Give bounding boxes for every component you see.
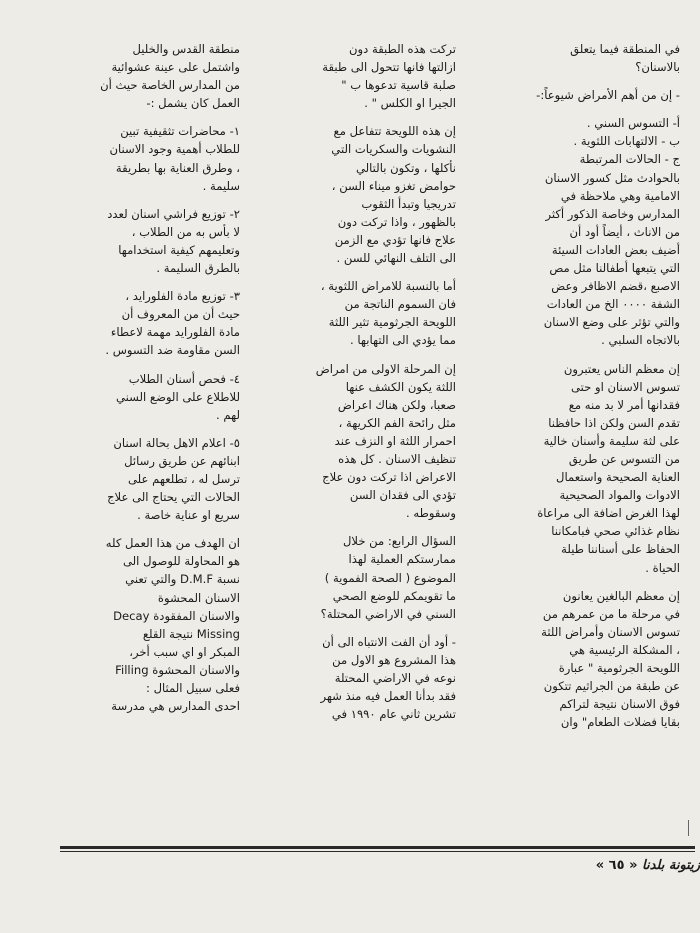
text-line: نأكلها ، وتكون بالتالي	[355, 160, 456, 175]
text-line: مادة الفلورايد مهمة لاعطاء	[110, 325, 240, 340]
text-line: نسبة D.M.F والتي تعني	[125, 572, 240, 587]
text-line: ممارستكم العملية لهذا	[348, 552, 456, 567]
paragraph-gap	[470, 104, 680, 114]
paragraph-gap	[246, 522, 456, 532]
paragraph-gap	[30, 424, 240, 434]
text-line: ، وطرق العناية بها بطريقة	[115, 160, 240, 175]
text-line: تقدم السن ولكن اذا حافظنا	[548, 415, 680, 430]
text-line: للاطلاع على الوضع السني	[115, 389, 240, 404]
text-line: ، المشكلة الرئيسية هي	[569, 642, 680, 657]
paragraph-gap	[246, 112, 456, 122]
text-line: المبكر او اي سبب أخر،	[129, 644, 240, 659]
text-line: هو المحاولة للوصول الى	[122, 554, 240, 569]
text-line: ان الهدف من هذا العمل كله	[105, 536, 240, 551]
page-number: « ٦٥ »	[595, 858, 638, 873]
text-line: والاسنان المفقودة Decay	[113, 608, 240, 623]
text-line: الموضوع ( الصحة الفموية )	[324, 570, 456, 585]
text-line: سليمة .	[202, 178, 240, 193]
text-line: العناية الصحيحة واستعمال	[556, 470, 680, 485]
text-line: بالاتجاه السلبي .	[601, 333, 680, 348]
text-line: احمرار اللثة او النزف عند	[334, 433, 456, 448]
text-line: حوامض تغزو ميناء السن ،	[331, 178, 456, 193]
text-line: تسوس الاسنان او حتى	[570, 379, 680, 394]
text-line: الادوات والمواد الصحيحية	[559, 488, 680, 503]
paragraph-gap	[246, 623, 456, 633]
text-line: - أود أن الفت الانتباه الى أن	[322, 634, 456, 649]
text-line: السن مقاومة ضد التسوس .	[105, 343, 240, 358]
paragraph-gap	[30, 277, 240, 287]
text-line: لهم .	[216, 407, 240, 422]
page-footer	[60, 858, 700, 884]
text-line: أ- التسوس السني .	[586, 116, 680, 131]
text-line: أضيف بعض العادات السيئة	[551, 242, 680, 257]
text-line: تركت هذه الطبقة دون	[349, 42, 456, 56]
text-line: حيث أن من المعروف أن	[121, 307, 240, 322]
text-line: اللثة يكون الكشف عنها	[345, 379, 456, 394]
text-line: نظام غذائي صحي فبامكاننا	[551, 524, 680, 539]
text-line: من المدارس الخاصة حيث أن	[100, 78, 240, 93]
text-line: فان السموم الناتجة من	[344, 297, 456, 312]
text-line: ازالتها فانها تتحول الى طبقة	[322, 60, 456, 75]
text-line: بالحوادث مثل كسور الاسنان	[544, 170, 680, 185]
page-edge-mark	[688, 820, 697, 836]
text-line: السؤال الرابع: من خلال	[342, 534, 456, 549]
text-line: فقد بدأنا العمل فيه منذ شهر	[320, 689, 456, 704]
text-line: فعلى سبيل المثال :	[145, 681, 240, 695]
text-line: لا بأس به من الطلاب ،	[131, 224, 240, 239]
text-line: الامامية وهي ملاحظة في	[560, 188, 680, 203]
text-line: ب - الالتهابات اللثوية .	[573, 134, 680, 149]
text-line: الاسنان المحشوة	[157, 590, 240, 605]
text-line: الشفة ٠٠٠٠ الخ من العادات	[546, 297, 680, 312]
text-line: نوعه في الاراضي المحتلة	[334, 671, 456, 685]
text-line: والاسنان المحشوة Filling	[115, 662, 240, 677]
text-line: سريع او عناية خاصة .	[137, 508, 240, 523]
paragraph-gap	[246, 267, 456, 277]
text-line: صعبا، ولكن هناك اعراض	[337, 397, 456, 412]
paragraph-gap	[30, 112, 240, 122]
text-line: لهذا الغرض اضافة الى مراعاة	[537, 506, 680, 521]
text-line: ١- محاضرات تثقيفية تبين	[120, 124, 240, 139]
text-column-middle	[246, 40, 456, 723]
text-line: ٥- اعلام الاهل بحالة اسنان	[113, 435, 240, 450]
text-line: بالظهور ، واذا تركت دون	[337, 214, 456, 229]
text-line: ابنائهم عن طريق رسائل	[124, 453, 240, 468]
paragraph-gap	[30, 195, 240, 205]
text-line: اللويحة الجرثومية " عبارة	[558, 661, 680, 675]
text-column-right	[470, 40, 680, 731]
text-line: مثل رائحة الفم الكريهة ،	[338, 415, 456, 430]
text-line: منطقة القدس والخليل	[132, 42, 240, 56]
paragraph-gap	[470, 577, 680, 587]
text-column-left	[30, 40, 240, 715]
text-line: على لثة سليمة وأسنان خالية	[543, 433, 680, 448]
text-line: ٤- فحص أسنان الطلاب	[128, 371, 240, 386]
text-line: مما يؤدي الى التهابها .	[350, 333, 456, 348]
text-line: فوق الاسنان نتيجة لتراكم	[559, 697, 680, 712]
text-line: الاصبع ،قضم الاظافر وعض	[551, 279, 680, 294]
paragraph-gap	[30, 524, 240, 534]
text-line: تنظيف الاسنان . كل هذه	[338, 451, 456, 466]
text-line: ترسل له ، تطلعهم على	[128, 471, 240, 486]
text-line: إن هذه اللويحة تتفاعل مع	[333, 124, 456, 139]
text-line: إن معظم الناس يعتبرون	[563, 361, 680, 376]
text-line: النشويات والسكريات التي	[331, 142, 456, 157]
text-line: ٢- توزيع فراشي اسنان لعدد	[107, 206, 240, 221]
text-line: والتي تؤثر على وضع الاسنان	[543, 315, 680, 330]
paragraph-gap	[470, 76, 680, 86]
text-line: من التسوس عن طريق	[568, 451, 680, 466]
text-line: في المنطقة فيما يتعلق	[570, 42, 680, 56]
text-line: وسقوطه .	[406, 506, 456, 521]
text-line: الجيرا او الكلس " .	[364, 96, 456, 111]
text-line: العمل كان يشمل :-	[146, 96, 240, 111]
text-line: السني في الاراضي المحتلة؟	[320, 606, 456, 621]
footer-rule-thin	[60, 851, 695, 852]
text-line: Missing نتيجة القلع	[142, 626, 240, 641]
text-line: تشرين ثاني عام ١٩٩٠ في	[331, 707, 456, 722]
text-line: اللويحة الجرثومية تثير اللثة	[328, 315, 456, 330]
text-line: الى التلف النهائي للسن .	[336, 251, 456, 266]
text-line: بالاسنان؟	[635, 60, 680, 75]
text-line: التي يتبعها أطفالنا مثل مص	[549, 261, 680, 276]
paragraph-gap	[470, 350, 680, 360]
text-line: الاعراض اذا تركت دون علاج	[322, 470, 456, 485]
text-line: تدريجيا وتبدأ الثقوب	[361, 196, 456, 211]
text-line: ما تقويمكم للوضع الصحي	[332, 588, 456, 603]
text-line: صلبة قاسية تدعوها ب "	[341, 78, 456, 93]
text-line: ٣- توزيع مادة الفلورايد ،	[125, 289, 240, 304]
text-line: الحفاظ على أسناننا طيلة	[561, 542, 680, 557]
text-line: إن المرحلة الاولى من امراض	[315, 361, 456, 376]
paragraph-gap	[30, 360, 240, 370]
text-line: فقدانها أمر لا بد منه مع	[568, 397, 680, 412]
paragraph-gap	[246, 350, 456, 360]
text-line: تؤدي الى فقدان السن	[349, 488, 456, 503]
text-line: للطلاب أهمية وجود الاسنان	[109, 142, 240, 157]
text-line: الحياة .	[645, 560, 680, 575]
text-line: إن معظم البالغين يعانون	[562, 588, 680, 603]
text-line: عن طبقة من الجراثيم تتكون	[543, 679, 680, 694]
text-line: احدى المدارس هي مدرسة	[111, 699, 240, 714]
text-line: - إن من أهم الأمراض شيوعاً:-	[536, 88, 680, 103]
text-line: وتعليمهم كيفية استخدامها	[118, 242, 240, 257]
text-line: بالطرق السليمة .	[156, 261, 240, 276]
text-line: من الاناث ، أيضاً أود أن	[569, 224, 680, 239]
text-line: المدارس وخاصة الذكور أكثر	[545, 206, 680, 221]
text-line: الحالات التي يحتاج الى علاج	[107, 490, 240, 505]
text-line: واشتمل على عينة عشوائية	[111, 60, 240, 75]
text-line: تسوس الاسنان وأمراض اللثة	[541, 624, 680, 639]
text-line: بقايا فضلات الطعام" وان	[560, 715, 680, 730]
text-line: ج - الحالات المرتبطة	[579, 152, 680, 167]
text-line: أما بالنسبة للامراض اللثوية ،	[320, 279, 456, 294]
magazine-title: زيتونة بلدنا	[642, 858, 700, 873]
text-line: علاج فانها تؤدي مع الزمن	[334, 232, 456, 247]
text-line: في مرحلة ما من عمرهم من	[542, 606, 680, 621]
text-line: هذا المشروع هو الاول من	[332, 652, 456, 667]
footer-rule-thick	[60, 846, 695, 849]
